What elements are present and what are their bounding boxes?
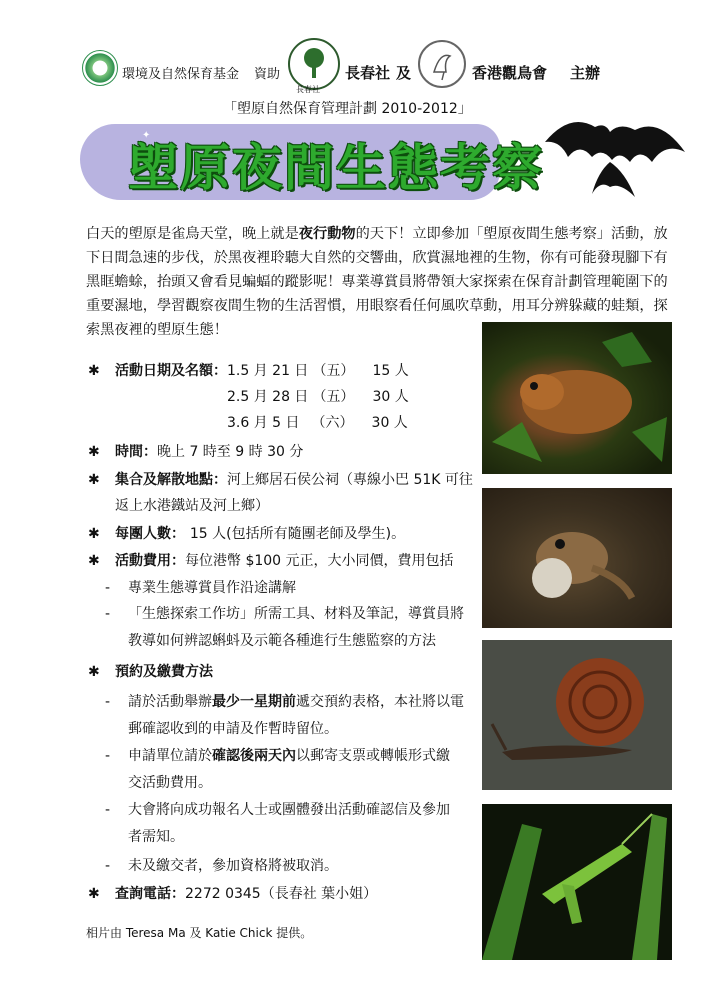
- snail-image: [482, 640, 672, 790]
- meet-value-1: 河上鄉居石侯公祠（專線小巴 51K 可往: [227, 472, 473, 488]
- meet-item: 集合及解散地點：河上鄉居石侯公祠（專線小巴 51K 可往: [115, 472, 473, 488]
- booking-text: 請於活動舉辦: [128, 694, 212, 710]
- time-value: 晚上 7 時至 9 時 30 分: [157, 444, 304, 460]
- dash-bullet: -: [105, 802, 111, 818]
- date-value: 5 月 28 日: [240, 389, 309, 405]
- snail-photo: [482, 640, 672, 790]
- frog-photo: [482, 488, 672, 628]
- toad-image: [482, 322, 672, 474]
- booking-highlight: 確認後兩天內: [212, 748, 296, 764]
- grasshopper-image: [482, 804, 672, 960]
- date-row: [227, 360, 409, 382]
- booking-item-1: [128, 691, 464, 713]
- bullet-star-icon: ✱: [88, 444, 100, 460]
- conservancy-association-logo: [288, 38, 340, 90]
- booking-item-2-cont: 交活動費用。: [128, 775, 212, 791]
- fee-item: 活動費用：每位港幣 $100 元正，大小同價，費用包括: [115, 553, 454, 569]
- project-subtitle: 「塱原自然保育管理計劃 2010-2012」: [223, 101, 472, 117]
- booking-text: 以郵寄支票或轉帳形式繳: [296, 748, 450, 764]
- funded-by-text: 資助: [254, 67, 281, 82]
- banner-title: 塱原夜間生態考察: [128, 139, 544, 197]
- tree-icon: [290, 40, 338, 88]
- intro-text-1: 白天的塱原是雀鳥天堂，晚上就是: [86, 226, 299, 242]
- booking-item-3: 大會將向成功報名人士或團體發出活動確認信及參加: [128, 802, 450, 818]
- fee-value: 每位港幣 $100 元正，大小同價，費用包括: [185, 553, 454, 569]
- group-label: 每團人數: [115, 526, 171, 542]
- toad-photo: [482, 322, 672, 474]
- frog-image: [482, 488, 672, 628]
- fee-item-3: 教導如何辨認蝌蚪及示範各種進行生態監察的方法: [128, 633, 436, 649]
- time-label: 時間: [115, 444, 143, 460]
- date-index: 3.: [227, 415, 241, 431]
- intro-text-2: 的天下！立即參加「塱原夜間生態考察」活動，放下日間急速的步伐，於黑夜裡聆聽大自然的交響曲，欣賞濕地裡的生物，你有可能發現腳下有黑眶蟾蜍，抬頭又會看見蝙蝠的蹤影呢！專業導賞員將帶領大家探索在保育計劃管理範圍下的重要濕地，學習觀察夜間生物的生活習慣，用眼察看任何風吹草動，用耳分辨躲藏的蛙類，探索黑夜裡的塱原生態！: [86, 226, 668, 338]
- bat-icon: [540, 102, 690, 207]
- booking-text: 遞交預約表格，本社將以電: [296, 694, 464, 710]
- dash-bullet: -: [105, 606, 111, 622]
- date-index: 1.: [227, 363, 241, 379]
- fee-item-1: 專業生態導賞員作沿途講解: [128, 580, 296, 596]
- fee-item-2: 「生態探索工作坊」所需工具、材料及筆記，導賞員將: [128, 606, 464, 622]
- hkbws-logo: [418, 40, 466, 88]
- dates-label: 活動日期及名額: [115, 363, 213, 379]
- svg-text:✦: ✦: [142, 130, 151, 141]
- dash-bullet: -: [105, 694, 111, 710]
- date-quota: 15 人: [372, 363, 409, 379]
- fee-label: 活動費用: [115, 553, 171, 569]
- booking-item-4: 未及繳交者，參加資格將被取消。: [128, 858, 338, 874]
- bullet-star-icon: ✱: [88, 472, 100, 488]
- dash-bullet: -: [105, 858, 111, 874]
- bullet-star-icon: ✱: [88, 664, 100, 680]
- meet-value-2: 返上水港鐵站及河上鄉）: [115, 498, 269, 514]
- bullet-star-icon: ✱: [88, 553, 100, 569]
- phone-item: 查詢電話：2272 0345（長春社 葉小姐）: [115, 886, 378, 902]
- dates-item: 活動日期及名額：: [115, 363, 227, 379]
- booking-item-1-cont: 郵確認收到的申請及作暫時留位。: [128, 721, 338, 737]
- time-item: 時間：晚上 7 時至 9 時 30 分: [115, 444, 304, 460]
- grasshopper-photo: [482, 804, 672, 960]
- date-row: [227, 386, 409, 408]
- organiser-text: 主辦: [570, 64, 601, 82]
- ecf-logo: [82, 50, 118, 86]
- date-quota: 30 人: [371, 415, 408, 431]
- booking-text: 申請單位請於: [128, 748, 212, 764]
- phone-label: 查詢電話: [115, 886, 171, 902]
- bullet-star-icon: ✱: [88, 886, 100, 902]
- photo-credit: 相片由 Teresa Ma 及 Katie Chick 提供。: [86, 926, 313, 940]
- date-value: 6 月 5 日: [240, 415, 300, 431]
- bullet-star-icon: ✱: [88, 526, 100, 542]
- booking-item-2: [128, 745, 450, 767]
- date-weekday: （六）: [311, 415, 354, 431]
- booking-item-3-cont: 者需知。: [128, 829, 184, 845]
- dash-bullet: -: [105, 748, 111, 764]
- phone-value: 2272 0345（長春社 葉小姐）: [185, 886, 378, 902]
- booking-highlight: 最少一星期前: [212, 694, 296, 710]
- date-row: [227, 412, 408, 434]
- org1-logo-caption: 長春社: [296, 85, 320, 94]
- conjunction: 及: [396, 64, 412, 82]
- date-quota: 30 人: [372, 389, 409, 405]
- group-value: 15 人(包括所有隨團老師及學生)。: [189, 526, 406, 542]
- intro-highlight: 夜行動物: [298, 226, 356, 242]
- dash-bullet: -: [105, 580, 111, 596]
- date-value: 5 月 21 日: [240, 363, 309, 379]
- bullet-star-icon: ✱: [88, 363, 100, 379]
- group-item: 每團人數： 15 人(包括所有隨團老師及學生)。: [115, 526, 406, 542]
- date-weekday: （五）: [312, 389, 355, 405]
- booking-label: 預約及繳費方法: [115, 664, 213, 680]
- org2-name: 香港觀鳥會: [472, 64, 548, 82]
- fund-name: 環境及自然保育基金: [122, 67, 240, 82]
- date-index: 2.: [227, 389, 241, 405]
- org1-name: 長春社: [345, 64, 391, 82]
- bird-icon: [420, 42, 464, 86]
- date-weekday: （五）: [312, 363, 355, 379]
- meet-label: 集合及解散地點: [115, 472, 213, 488]
